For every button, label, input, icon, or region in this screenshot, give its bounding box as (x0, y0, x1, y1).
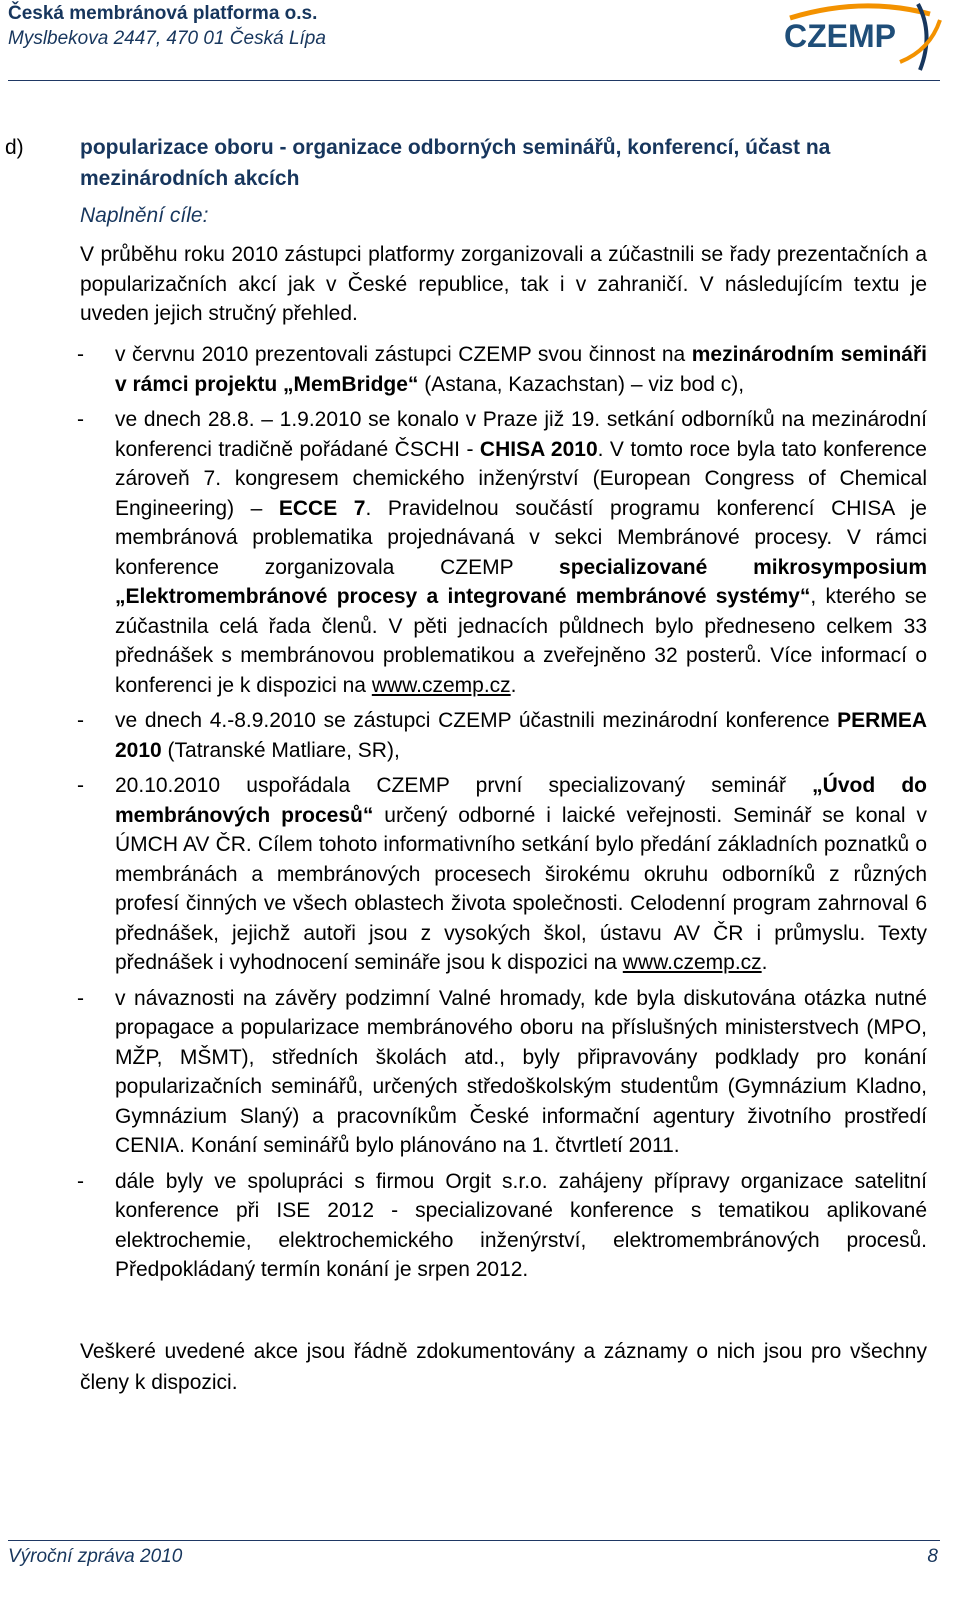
bullet-marker: - (77, 1169, 84, 1193)
list-item (0, 1167, 927, 1285)
list-item (0, 340, 927, 399)
list-item-text: . Pravidelnou součástí programu konferencí CHISA je membránová problematika projednávaná v sekci Membránové procesy. V rámci konference zorganizovala CZEMP (115, 496, 927, 579)
list-item-text: dále byly ve spolupráci s firmou Orgit s.r.o. zahájeny přípravy organizace satelitní konference při ISE 2012 - specializované konference s tematikou aplikované elektrochemie, elektrochemického inženýrství, elektromembránových procesů. Předpokládaný termín konání je srpen 2012. (115, 1169, 927, 1281)
header-rule (8, 80, 940, 81)
list-item-text: v návaznosti na závěry podzimní Valné hromady, kde byla diskutována otázka nutné propagace a popularizace membránového oboru na příslušných ministerstvech (MPO, MŽP, MŠMT), středních školách atd., byly připravovány podklady pro konání popularizačních seminářů, určených středoškolským studentům (Gymnázium Kladno, Gymnázium Slaný) a pracovníkům České informační agentury životního prostředí CENIA. Konání seminářů bylo plánováno na 1. čtvrtletí 2011. (115, 986, 927, 1157)
list-item-text: . V tomto roce byla tato konference zároveň 7. kongresem chemického inženýrství (European Congress of Chemical Engineering) – (115, 437, 927, 520)
header-address: Myslbekova 2447, 470 01 Česká Lípa (8, 28, 326, 49)
czemp-logo (782, 0, 942, 76)
bullet-marker: - (77, 343, 84, 366)
list-item-text: , kterého se zúčastnila celá řada členů. V pěti jednacích půldnech bylo předneseno celkem 33 přednášek s membránovou problematikou a zveřejněno 32 posterů. Více informací o konferenci je k dispozici na (115, 585, 927, 697)
footer-rule (8, 1540, 940, 1541)
list-item-text: v červnu 2010 prezentovali zástupci CZEMP svou činnost na (115, 343, 692, 366)
czemp-logo-swoosh-icon (790, 6, 930, 18)
header-organization: Česká membránová platforma o.s. (8, 3, 318, 24)
list-item (0, 984, 927, 1161)
bold-text: „Úvod do membránových procesů“ (115, 774, 927, 827)
list-item-text: 20.10.2010 uspořádala CZEMP první specializovaný seminář (115, 774, 813, 797)
website-link[interactable]: www.czemp.cz (622, 951, 762, 974)
list-item-text: určený odborné i laické veřejnosti. Seminář se konal v ÚMCH AV ČR. Cílem tohoto informativního setkání bylo předání základních poznatků o membránách a membránových procesech širokému okruhu odborníků z různých profesí činných ve všech oblastech života společnosti. Celodenní program zahrnoval 6 přednášek, jejichž autoři jsou z vysokých škol, ústavu AV ČR i průmyslu. Texty přednášek i vyhodnocení semináře jsou k dispozici na (115, 803, 927, 974)
intro-paragraph: V průběhu roku 2010 zástupci platformy zorganizovali a zúčastnili se řady prezentačních a popularizačních akcí jak v České republice, tak i v zahraničí. V následujícím textu je uveden jejich stručný přehled. (80, 243, 927, 325)
list-item-text: . (510, 673, 517, 697)
goal-label: Naplnění cíle: (80, 204, 209, 227)
bullet-marker: - (77, 709, 84, 732)
list-item (0, 706, 927, 765)
list-item-text: . (761, 951, 768, 974)
bold-text: PERMEA 2010 (115, 709, 927, 762)
list-item (0, 405, 927, 700)
bullet-marker: - (77, 774, 84, 797)
page-number: 8 (927, 1546, 938, 1567)
website-link[interactable]: www.czemp.cz (371, 673, 511, 697)
list-item-text: ve dnech 28.8. – 1.9.2010 se konalo v Praze již 19. setkání odborníků na mezinárodní konferenci tradičně pořádané ČSCHI - (115, 408, 927, 461)
section-letter: d) (5, 136, 24, 159)
footer-title: Výroční zpráva 2010 (8, 1546, 183, 1567)
bold-text: CHISA 2010 (479, 437, 598, 461)
list-item (0, 771, 927, 978)
czemp-logo-text: CZEMP (784, 18, 896, 54)
bold-text: ECCE 7 (278, 496, 366, 520)
list-item-text: ve dnech 4.-8.9.2010 se zástupci CZEMP účastnili mezinárodní konference (115, 709, 838, 732)
bullet-marker: - (77, 986, 84, 1010)
activity-list (0, 340, 960, 1291)
bold-text: specializované mikrosymposium „Elektromembránové procesy a integrované membránové systémy“ (115, 555, 927, 608)
section-title: popularizace oboru - organizace odborných seminářů, konferencí, účast na mezinárodních akcích (80, 136, 831, 190)
list-item-text: (Astana, Kazachstan) – viz bod c), (418, 372, 745, 396)
bullet-marker: - (77, 408, 84, 431)
list-item-text: (Tatranské Matliare, SR), (161, 738, 400, 762)
closing-paragraph: Veškeré uvedené akce jsou řádně zdokumentovány a záznamy o nich jsou pro všechny členy k dispozici. (80, 1340, 927, 1394)
bold-text: mezinárodním semináři v rámci projektu „MemBridge“ (115, 343, 927, 396)
